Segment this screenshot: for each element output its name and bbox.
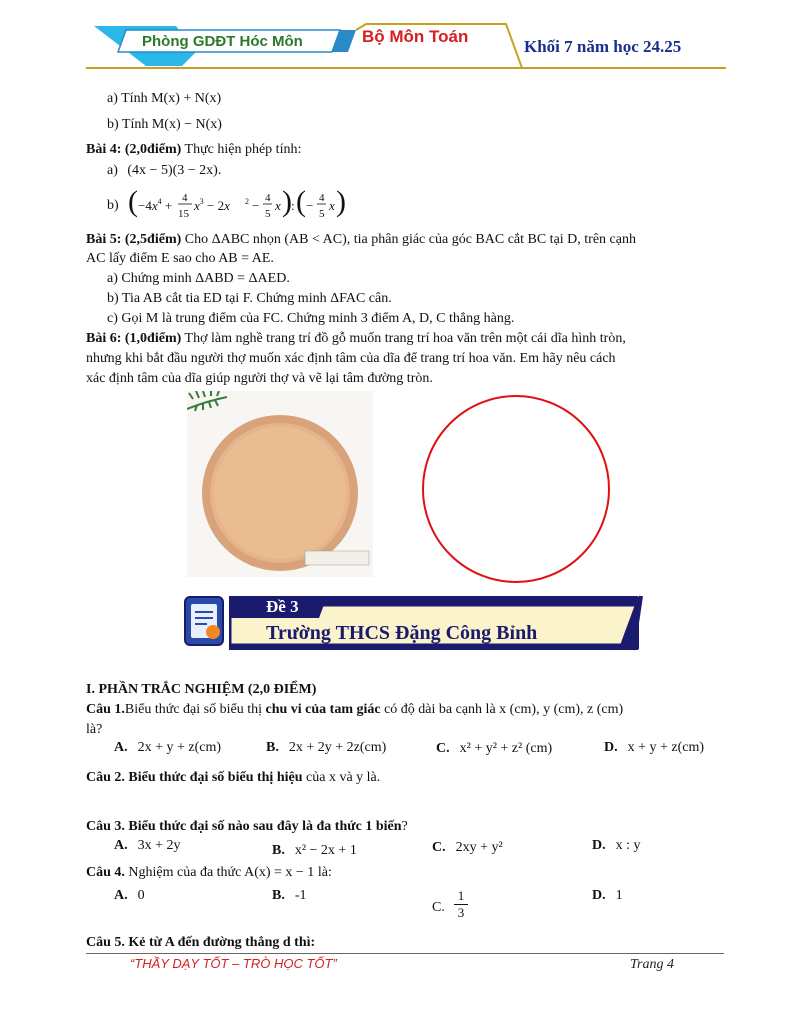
cau4-option-d xyxy=(592,888,623,904)
bai6-heading: Bài 6: (1,0điểm) xyxy=(86,331,182,346)
cau4-option-a-text: 0 xyxy=(137,888,145,903)
cau2-text: Câu 2. Biểu thức đại số biểu thị hiệu xyxy=(86,770,303,785)
cau4-option-d-text: 1 xyxy=(615,888,623,903)
cau4-option-c-fraction xyxy=(454,888,468,921)
footer-page-number: Trang 4 xyxy=(630,957,674,972)
bai5-heading: Bài 5: (2,5điểm) xyxy=(86,232,182,247)
exam-number: Đề 3 xyxy=(266,597,299,616)
prev-item-a-label: a) Tính xyxy=(107,91,148,106)
svg-text:−4x4 +: $-4x^4$ + xyxy=(138,197,173,213)
bai4-item-b-expression xyxy=(128,186,348,226)
plate-photo xyxy=(187,391,373,577)
cau3-option-a-key: A. xyxy=(114,838,128,853)
svg-text:5: 5 xyxy=(319,208,325,220)
bai4-item-b-label: b) xyxy=(107,198,119,213)
bai5-text1: Cho ΔABC nhọn (AB < AC), tia phân giác của góc BAC cắt BC tại D, trên cạnh xyxy=(184,232,636,247)
cau1-option-d xyxy=(604,740,704,756)
svg-text:−: − xyxy=(252,198,260,213)
svg-text:): ) xyxy=(282,186,292,218)
bai4-item-a-label: a) xyxy=(107,163,118,178)
cau1-option-d-key: D. xyxy=(604,740,618,755)
cau4-option-b xyxy=(272,888,307,904)
cau4-text: Nghiệm của đa thức xyxy=(124,865,245,880)
cau3-option-c-text: 2xy + y² xyxy=(455,840,503,855)
cau1-option-c-key: C. xyxy=(436,741,450,756)
cau3-option-c xyxy=(432,840,503,856)
svg-text:(: ( xyxy=(296,186,306,218)
cau1-option-a xyxy=(114,740,221,756)
cau3-option-d-text: x : y xyxy=(615,838,641,853)
cau4-expr: A(x) = x − 1 xyxy=(244,865,315,880)
svg-text:x: x xyxy=(329,198,335,213)
cau4-label: Câu 4. xyxy=(86,865,125,880)
cau1-label: Câu 1. xyxy=(86,702,125,717)
svg-text:(: ( xyxy=(128,186,138,218)
bai6-line2: nhưng khi bắt đầu người thợ muốn xác định tâm của dĩa để trang trí hoa văn. Em hãy nêu cách xyxy=(86,351,616,366)
cau3-question xyxy=(86,817,408,836)
part1-heading: I. PHẦN TRẮC NGHIỆM (2,0 ĐIỂM) xyxy=(86,682,317,697)
cau1-text-b: chu vi của tam giác xyxy=(265,702,381,717)
bai4-item-a-expr: (4x − 5)(3 − 2x). xyxy=(127,163,222,178)
bai5-item-b: b) Tia AB cắt tia ED tại F. Chứng minh ΔFAC cân. xyxy=(107,291,392,306)
svg-text:−: − xyxy=(306,198,314,213)
cau1-question xyxy=(86,700,623,719)
cau4-tail: là: xyxy=(314,865,332,880)
cau1-option-b-text: 2x + 2y + 2z(cm) xyxy=(288,740,387,755)
svg-text::: : xyxy=(291,198,295,213)
prev-item-b-label: b) Tính xyxy=(107,117,149,132)
bai5-item-a: a) Chứng minh ΔABD = ΔAED. xyxy=(107,271,290,286)
prev-item-a-expr: M(x) + N(x) xyxy=(151,91,222,106)
header-org: Phòng GDĐT Hóc Môn xyxy=(142,33,303,50)
cau3-option-b xyxy=(272,843,357,859)
prev-item-b-expr: M(x) − N(x) xyxy=(151,117,222,132)
bai4-heading: Bài 4: (2,0điểm) xyxy=(86,142,182,157)
cau1-option-b-key: B. xyxy=(266,740,279,755)
bai4-text: Thực hiện phép tính: xyxy=(184,142,302,157)
bai5-line2: AC lấy điểm E sao cho AB = AE. xyxy=(86,251,274,266)
svg-text:4: 4 xyxy=(319,192,325,204)
svg-text:): ) xyxy=(336,186,346,218)
cau4-option-a-key: A. xyxy=(114,888,128,903)
header-subject: Bộ Môn Toán xyxy=(362,27,469,46)
svg-text:4: 4 xyxy=(182,192,188,204)
svg-text:4: 4 xyxy=(265,192,271,204)
header-grade: Khối 7 năm học 24.25 xyxy=(524,37,682,56)
cau3-text: Câu 3. Biểu thức đại số nào sau đây là đa thức 1 biến xyxy=(86,819,402,834)
cau1-option-b xyxy=(266,740,386,756)
cau4-option-d-key: D. xyxy=(592,888,606,903)
svg-text:x3 − 2x: $x^3 - 2x$ xyxy=(194,197,230,213)
bai5-item-c: c) Gọi M là trung điểm của FC. Chứng minh 3 điểm A, D, C thẳng hàng. xyxy=(107,311,515,326)
cau2-text-b: của x và y là. xyxy=(302,770,381,785)
footer-rule xyxy=(86,953,724,954)
cau3-option-d-key: D. xyxy=(592,838,606,853)
bai6-line3: xác định tâm của dĩa giúp người thợ và vẽ lại tâm đường tròn. xyxy=(86,371,433,386)
cau4-option-c-denominator: 3 xyxy=(457,905,465,920)
bai4-item-a xyxy=(107,161,221,180)
prev-item-b xyxy=(107,115,222,134)
footer-motto: “THẦY DẠY TỐT – TRÒ HỌC TỐT” xyxy=(130,956,337,971)
circle-drawing xyxy=(420,393,612,585)
cau1-option-c xyxy=(436,741,552,757)
cau1-option-a-text: 2x + y + z(cm) xyxy=(137,740,222,755)
cau3-qmark: ? xyxy=(401,819,408,834)
cau4-question xyxy=(86,863,332,882)
svg-text:2: 2 xyxy=(245,197,249,206)
bai6-line1 xyxy=(86,329,626,348)
cau1-question-cont: là? xyxy=(86,722,103,737)
prev-item-a xyxy=(107,89,221,108)
cau2-question xyxy=(86,768,380,787)
bai4-heading-line xyxy=(86,140,301,159)
bai6-text1: Thợ làm nghề trang trí đồ gỗ muốn trang trí hoa văn trên một cái dĩa hình tròn, xyxy=(184,331,626,346)
svg-text:x: x xyxy=(275,198,281,213)
svg-text:5: 5 xyxy=(265,208,271,220)
cau1-text-a: Biểu thức đại số biểu thị xyxy=(124,702,266,717)
cau1-text-c: có độ dài ba cạnh là x (cm), y (cm), z (cm) xyxy=(380,702,624,717)
cau1-option-d-text: x + y + z(cm) xyxy=(627,740,705,755)
cau4-option-c-key: C. xyxy=(432,900,445,915)
cau3-option-c-key: C. xyxy=(432,840,446,855)
cau4-option-c-numerator: 1 xyxy=(454,888,468,905)
cau4-option-a xyxy=(114,888,145,904)
bai5-line1 xyxy=(86,230,636,249)
cau3-option-b-key: B. xyxy=(272,843,285,858)
exam-school-title: Trường THCS Đặng Công Bỉnh xyxy=(266,622,538,644)
cau4-option-b-text: -1 xyxy=(294,888,307,903)
cau3-option-d xyxy=(592,838,641,854)
cau3-option-a xyxy=(114,838,181,854)
cau5-question: Câu 5. Kẻ từ A đến đường thẳng d thì: xyxy=(86,935,316,950)
svg-text:15: 15 xyxy=(178,208,189,220)
cau4-option-b-key: B. xyxy=(272,888,285,903)
cau1-option-c-text: x² + y² + z² (cm) xyxy=(459,741,553,756)
cau3-option-a-text: 3x + 2y xyxy=(137,838,181,853)
cau1-option-a-key: A. xyxy=(114,740,128,755)
cau3-option-b-text: x² − 2x + 1 xyxy=(294,843,357,858)
